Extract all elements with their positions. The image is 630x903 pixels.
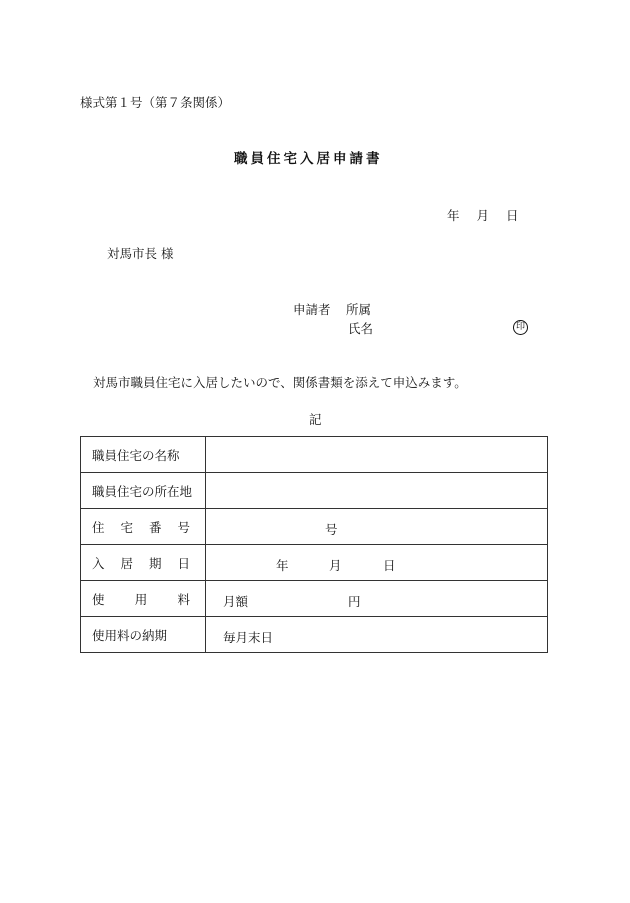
date-line — [447, 210, 519, 223]
row-label-housing-name: 職員住宅の名称 — [81, 437, 206, 473]
house-number-field[interactable] — [206, 509, 548, 545]
body-text: 対馬市職員住宅に入居したいので、関係書類を添えて申込みます。 — [93, 375, 467, 390]
move-in-date-field[interactable] — [206, 545, 548, 581]
table-row — [81, 545, 548, 581]
label-char: 宅 — [120, 520, 133, 535]
payment-due-value: 毎月末日 — [223, 629, 274, 645]
ki-label: 記 — [309, 412, 322, 427]
table-row — [81, 581, 548, 617]
label-char: 使 — [92, 592, 105, 607]
date-year-label: 年 — [447, 208, 460, 223]
table-row — [81, 617, 548, 653]
label-char: 期 — [148, 556, 162, 571]
housing-name-field[interactable] — [206, 437, 548, 473]
label-char: 日 — [177, 556, 190, 571]
row-label-payment-due: 使用料の納期 — [81, 617, 206, 653]
row-label-move-in-date — [81, 545, 206, 581]
row-label-rent — [81, 581, 206, 617]
table-row — [81, 473, 548, 509]
rent-field[interactable] — [206, 581, 548, 617]
label-char: 料 — [177, 592, 190, 607]
label-char: 住 — [92, 520, 105, 535]
house-number-unit: 号 — [325, 521, 338, 537]
table-row — [81, 509, 548, 545]
label-char: 入 — [92, 556, 105, 571]
payment-due-field — [206, 617, 548, 653]
detail-table — [80, 436, 548, 653]
rent-unit: 円 — [348, 593, 361, 609]
date-month-label: 月 — [476, 208, 490, 223]
form-number: 様式第１号（第７条関係） — [80, 95, 231, 110]
affiliation-label: 所属 — [346, 302, 372, 317]
name-label: 氏名 — [348, 321, 374, 336]
document-title: 職員住宅入居申請書 — [234, 151, 383, 167]
row-label-housing-address: 職員住宅の所在地 — [81, 473, 206, 509]
move-in-day-unit: 日 — [383, 557, 396, 573]
table-row — [81, 437, 548, 473]
label-char: 号 — [177, 520, 190, 535]
move-in-year-unit: 年 — [276, 557, 289, 573]
housing-address-field[interactable] — [206, 473, 548, 509]
label-char: 用 — [134, 592, 148, 607]
label-char: 番 — [148, 520, 162, 535]
row-label-house-number — [81, 509, 206, 545]
applicant-label: 申請者 — [293, 302, 331, 317]
rent-prefix: 月額 — [223, 593, 249, 609]
label-char: 居 — [120, 556, 133, 571]
move-in-month-unit: 月 — [329, 557, 342, 573]
date-day-label: 日 — [506, 208, 519, 223]
seal-mark: 印 — [513, 320, 528, 335]
addressee: 対馬市長 様 — [107, 246, 174, 261]
